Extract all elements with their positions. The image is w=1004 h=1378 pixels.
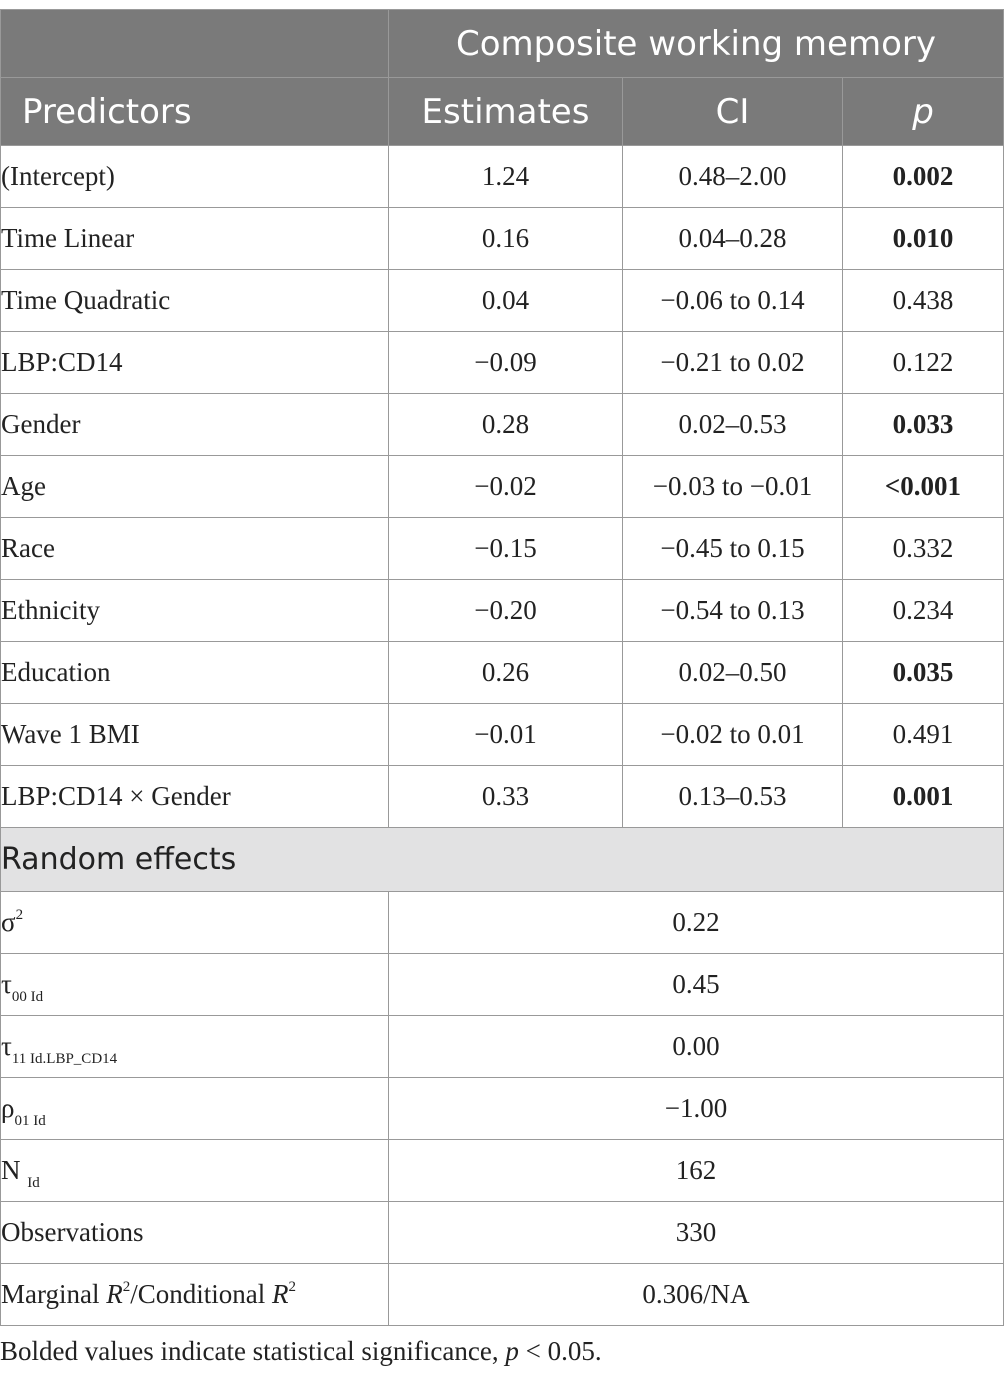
ci-cell: −0.45 to 0.15	[623, 518, 843, 580]
estimate-cell: 0.16	[389, 208, 623, 270]
estimate-cell: −0.02	[389, 456, 623, 518]
r2-superscript: 2	[288, 1279, 296, 1295]
column-header-p: p	[843, 78, 1004, 146]
p-value-cell: <0.001	[843, 456, 1004, 518]
random-effect-value: 330	[389, 1202, 1004, 1264]
predictor-cell: Ethnicity	[1, 580, 389, 642]
p-value-cell: 0.122	[843, 332, 1004, 394]
ci-cell: 0.13–0.53	[623, 766, 843, 828]
r2-conditional-text: /Conditional	[130, 1279, 272, 1309]
footnote-p: p	[505, 1336, 519, 1366]
ci-cell: 0.48–2.00	[623, 146, 843, 208]
random-effect-value: 0.00	[389, 1016, 1004, 1078]
r2-symbol: R	[106, 1279, 123, 1309]
random-effect-symbol: ρ	[1, 1093, 15, 1123]
ci-cell: 0.04–0.28	[623, 208, 843, 270]
random-effect-symbol: σ	[1, 907, 16, 937]
random-effect-symbol: τ	[1, 969, 12, 999]
predictor-cell: Race	[1, 518, 389, 580]
table-row	[1, 1202, 1004, 1264]
fixed-effects-body	[1, 146, 1004, 828]
random-effect-value: 162	[389, 1140, 1004, 1202]
predictor-cell: Gender	[1, 394, 389, 456]
predictor-cell: Wave 1 BMI	[1, 704, 389, 766]
p-value-cell: 0.332	[843, 518, 1004, 580]
predictor-cell: LBP:CD14	[1, 332, 389, 394]
ci-cell: −0.21 to 0.02	[623, 332, 843, 394]
random-effect-subscript: 00 Id	[11, 989, 44, 1005]
random-effect-subscript: Id	[27, 1175, 40, 1191]
random-effects-title: Random effects	[1, 828, 1004, 892]
predictor-cell: Age	[1, 456, 389, 518]
predictor-cell: (Intercept)	[1, 146, 389, 208]
r-squared-label	[1, 1264, 389, 1326]
footnote-text: Bolded values indicate statistical significance,	[0, 1336, 506, 1366]
estimate-cell: 0.28	[389, 394, 623, 456]
table-row	[1, 146, 1004, 208]
estimate-cell: 0.26	[389, 642, 623, 704]
ci-cell: −0.03 to −0.01	[623, 456, 843, 518]
column-header-predictors: Predictors	[1, 78, 389, 146]
predictor-cell: Time Quadratic	[1, 270, 389, 332]
random-effect-label	[1, 1140, 389, 1202]
estimate-cell: −0.15	[389, 518, 623, 580]
table-row	[1, 704, 1004, 766]
table-row	[1, 642, 1004, 704]
table-row	[1, 456, 1004, 518]
table-row	[1, 1078, 1004, 1140]
group-header-row	[1, 10, 1004, 78]
random-effect-value: −1.00	[389, 1078, 1004, 1140]
estimate-cell: 0.04	[389, 270, 623, 332]
table-row	[1, 892, 1004, 954]
p-value-cell: 0.234	[843, 580, 1004, 642]
ci-cell: 0.02–0.50	[623, 642, 843, 704]
estimate-cell: −0.20	[389, 580, 623, 642]
ci-cell: 0.02–0.53	[623, 394, 843, 456]
p-value-cell: 0.010	[843, 208, 1004, 270]
random-effects-body	[1, 828, 1004, 1326]
random-effect-subscript: 01 Id	[14, 1113, 46, 1129]
table-row	[1, 766, 1004, 828]
random-effect-value: 0.45	[389, 954, 1004, 1016]
estimate-cell: −0.01	[389, 704, 623, 766]
table-row	[1, 580, 1004, 642]
random-effect-symbol: N	[1, 1155, 28, 1185]
random-effect-value: 0.22	[389, 892, 1004, 954]
table-row	[1, 1016, 1004, 1078]
ci-cell: −0.54 to 0.13	[623, 580, 843, 642]
footnote-tail: < 0.05.	[518, 1336, 602, 1366]
r2-marginal-text: Marginal	[1, 1279, 107, 1309]
table-row	[1, 954, 1004, 1016]
random-effect-symbol: τ	[1, 1031, 12, 1061]
random-effect-label	[1, 1202, 389, 1264]
estimate-cell: 0.33	[389, 766, 623, 828]
column-header-estimates: Estimates	[389, 78, 623, 146]
random-effect-superscript: 2	[15, 907, 24, 923]
p-value-cell: 0.035	[843, 642, 1004, 704]
predictor-cell: LBP:CD14 × Gender	[1, 766, 389, 828]
random-effect-label	[1, 892, 389, 954]
ci-cell: −0.02 to 0.01	[623, 704, 843, 766]
r-squared-value: 0.306/NA	[389, 1264, 1004, 1326]
predictor-cell: Education	[1, 642, 389, 704]
ci-cell: −0.06 to 0.14	[623, 270, 843, 332]
predictor-cell: Time Linear	[1, 208, 389, 270]
column-header-ci: CI	[623, 78, 843, 146]
table-row	[1, 208, 1004, 270]
group-title: Composite working memory	[389, 10, 1004, 78]
header-empty-cell	[1, 10, 389, 78]
random-effect-label	[1, 1078, 389, 1140]
random-effect-label	[1, 954, 389, 1016]
p-value-cell: 0.438	[843, 270, 1004, 332]
p-value-cell: 0.033	[843, 394, 1004, 456]
random-effect-symbol: Observations	[1, 1217, 144, 1247]
table-row	[1, 518, 1004, 580]
table-footnote	[0, 1336, 602, 1367]
p-value-cell: 0.002	[843, 146, 1004, 208]
p-value-cell: 0.491	[843, 704, 1004, 766]
r2-symbol: R	[271, 1279, 289, 1309]
r2-superscript: 2	[122, 1279, 131, 1295]
estimate-cell: 1.24	[389, 146, 623, 208]
column-header-row	[1, 78, 1004, 146]
table-row	[1, 270, 1004, 332]
table-row	[1, 1140, 1004, 1202]
p-value-cell: 0.001	[843, 766, 1004, 828]
table-row	[1, 332, 1004, 394]
regression-table	[0, 9, 1004, 1326]
random-effect-subscript: 11 Id.LBP_CD14	[11, 1051, 118, 1067]
random-effects-header-row	[1, 828, 1004, 892]
table-row	[1, 1264, 1004, 1326]
table-row	[1, 394, 1004, 456]
estimate-cell: −0.09	[389, 332, 623, 394]
random-effect-label	[1, 1016, 389, 1078]
